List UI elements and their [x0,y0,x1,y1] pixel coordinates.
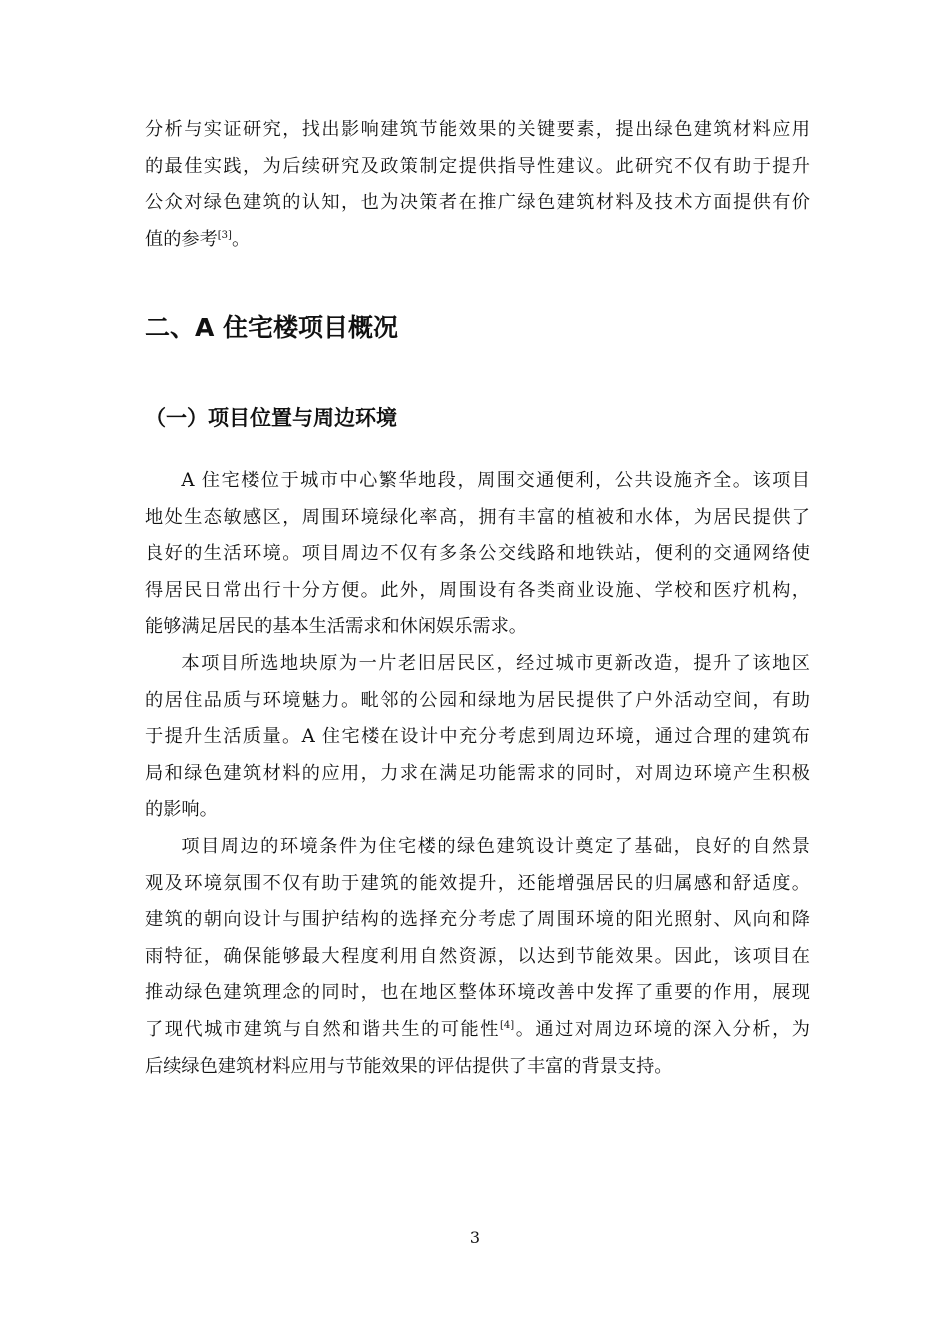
p3-line-4: 雨特征，确保能够最大程度利用自然资源，以达到节能效果。因此，该项目在 [145,945,810,967]
intro-paragraph [145,112,810,258]
p1-line-5: 能够满足居民的基本生活需求和休闲娱乐需求。 [145,616,527,638]
citation-ref-4: [4] [499,1019,515,1031]
p1-line-2: 地处生态敏感区，周围环境绿化率高，拥有丰富的植被和水体，为居民提供了 [145,506,810,528]
intro-line-1: 分析与实证研究，找出影响建筑节能效果的关键要素，提出绿色建筑材料应用 [145,119,810,140]
p2-line-1: 本项目所选地块原为一片老旧居民区，经过城市更新改造，提升了该地区 [181,652,810,674]
body-text [145,463,810,1085]
p2-line-4: 局和绿色建筑材料的应用，力求在满足功能需求的同时，对周边环境产生积极 [145,762,810,784]
intro-line-2: 的最佳实践，为后续研究及政策制定提供指导性建议。此研究不仅有助于提升 [145,155,810,177]
page-number: 3 [469,1228,481,1247]
p1-line-4: 得居民日常出行十分方便。此外，周围设有各类商业设施、学校和医疗机构， [145,579,810,601]
intro-line-4-text: 值的参考 [145,228,218,250]
p3-line-6 [145,1012,810,1049]
p2-line-3: 于提升生活质量。A 住宅楼在设计中充分考虑到周边环境，通过合理的建筑布 [145,726,810,748]
p1-line-3: 良好的生活环境。项目周边不仅有多条公交线路和地铁站，便利的交通网络使 [145,543,810,565]
subsection-heading: （一）项目位置与周边环境 [145,406,397,430]
intro-line-3: 公众对绿色建筑的认知，也为决策者在推广绿色建筑材料及技术方面提供有价 [145,192,810,214]
p2-line-5: 的影响。 [145,799,218,821]
p3-line-7: 后续绿色建筑材料应用与节能效果的评估提供了丰富的背景支持。 [145,1055,673,1077]
p3-line-6-before: 了现代城市建筑与自然和谐共生的可能性 [145,1018,500,1040]
paragraph-3 [145,829,810,1085]
paragraph-2 [145,646,810,829]
p3-line-1: 项目周边的环境条件为住宅楼的绿色建筑设计奠定了基础，良好的自然景 [181,835,810,857]
p1-line-1: A 住宅楼位于城市中心繁华地段，周围交通便利，公共设施齐全。该项目 [181,470,810,491]
paragraph-1 [145,463,810,646]
citation-ref-3: [3] [217,229,232,241]
p3-line-6-after: 。通过对周边环境的深入分析，为 [514,1018,810,1040]
p3-line-3: 建筑的朝向设计与围护结构的选择充分考虑了周围环境的阳光照射、风向和降 [145,909,810,931]
p3-line-5: 推动绿色建筑理念的同时，也在地区整体环境改善中发挥了重要的作用，展现 [145,982,810,1004]
intro-line-4 [145,222,810,259]
intro-line-4-end: 。 [231,228,251,250]
p2-line-2: 的居住品质与环境魅力。毗邻的公园和绿地为居民提供了户外活动空间，有助 [145,689,810,711]
p3-line-2: 观及环境氛围不仅有助于建筑的能效提升，还能增强居民的归属感和舒适度。 [145,872,810,894]
section-heading: 二、A 住宅楼项目概况 [145,313,399,342]
